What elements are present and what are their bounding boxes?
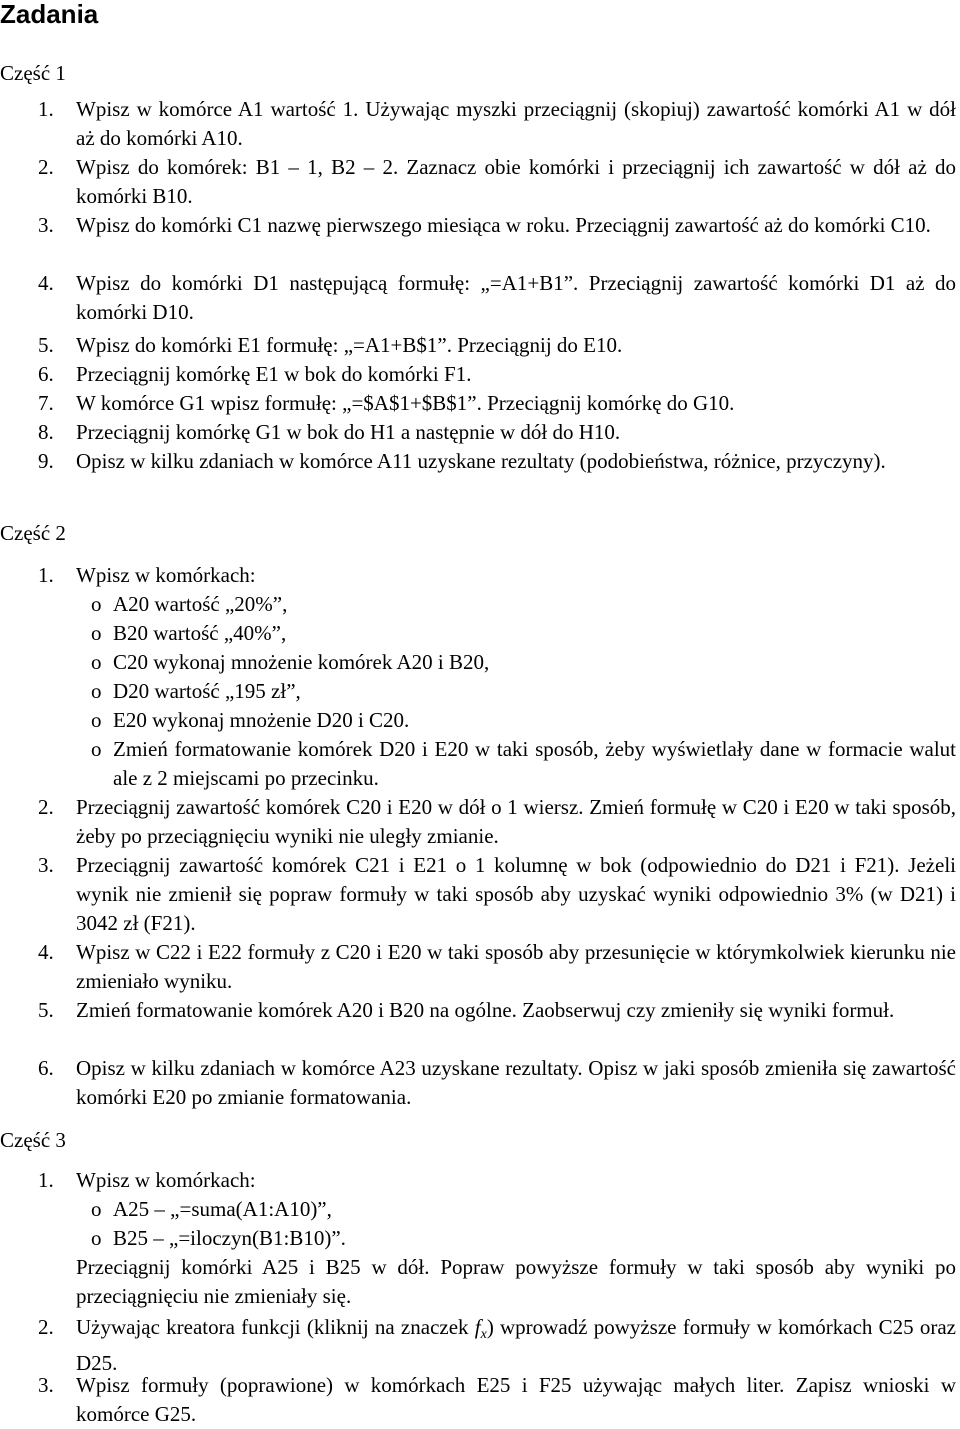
item-number: 4. <box>38 271 54 295</box>
item-text-end: ) wprowadź powyższe formuły w komórkach C25 oraz D25. <box>76 1315 956 1375</box>
bullet: o <box>91 621 102 645</box>
item-text <box>76 1313 956 1378</box>
sub-item-text: B20 wartość „40%”, <box>113 621 287 645</box>
item-text: Wpisz w komórkach: <box>76 1168 256 1192</box>
item-text: W komórce G1 wpisz formułę: „=$A$1+$B$1”. Przeciągnij komórkę do G10. <box>76 391 735 415</box>
part-1-heading: Część 1 <box>0 61 66 85</box>
item-number: 4. <box>38 940 54 964</box>
item-continuation: Przeciągnij komórki A25 i B25 w dół. Popraw powyższe formuły w taki sposób aby wyniki po przeciągnięciu nie zmieniały się. <box>76 1255 956 1308</box>
list-item <box>38 389 956 418</box>
item-text: Opisz w kilku zdaniach w komórce A11 uzyskane rezultaty (podobieństwa, różnice, przyczyny). <box>76 449 886 473</box>
bullet: o <box>91 737 102 761</box>
sub-list-item <box>91 735 956 793</box>
item-number: 7. <box>38 391 54 415</box>
item-text: Wpisz formuły (poprawione) w komórkach E25 i F25 używając małych liter. Zapisz wnioski w komórce G25. <box>76 1373 956 1426</box>
item-text: Wpisz w komórce A1 wartość 1. Używając myszki przeciągnij (skopiuj) zawartość komórki A1 w dół aż do komórki A10. <box>76 97 956 150</box>
item-text: Wpisz w C22 i E22 formuły z C20 i E20 w taki sposób aby przesunięcie w którymkolwiek kierunku nie zmieniało wyniku. <box>76 940 956 993</box>
item-text: Opisz w kilku zdaniach w komórce A23 uzyskane rezultaty. Opisz w jaki sposób zmieniła się zawartość komórki E20 po zmianie formatowania. <box>76 1056 956 1109</box>
item-text: Wpisz do komórki E1 formułę: „=A1+B$1”. Przeciągnij do E10. <box>76 333 623 357</box>
bullet: o <box>91 708 102 732</box>
sub-list-item <box>91 1195 956 1224</box>
part-3-heading: Część 3 <box>0 1128 66 1152</box>
item-text: Zmień formatowanie komórek A20 i B20 na ogólne. Zaobserwuj czy zmieniły się wyniki formuł. <box>76 998 895 1022</box>
item-text: Wpisz do komórek: B1 – 1, B2 – 2. Zaznacz obie komórki i przeciągnij ich zawartość w dół aż do komórki B10. <box>76 155 956 208</box>
item-number: 6. <box>38 1056 54 1080</box>
item-number: 5. <box>38 998 54 1022</box>
item-number: 1. <box>38 97 54 121</box>
list-item <box>38 793 956 851</box>
page-title: Zadania <box>0 0 99 29</box>
list-item <box>38 447 956 476</box>
item-number: 1. <box>38 1168 54 1192</box>
sub-item-text: E20 wykonaj mnożenie D20 i C20. <box>113 708 410 732</box>
sub-list-item <box>91 648 956 677</box>
sub-list-item <box>91 590 956 619</box>
sub-item-text: A25 – „=suma(A1:A10)”, <box>113 1197 332 1221</box>
item-text: Przeciągnij komórkę E1 w bok do komórki F1. <box>76 362 472 386</box>
bullet: o <box>91 592 102 616</box>
list-item <box>38 1371 956 1429</box>
item-text: Wpisz do komórki C1 nazwę pierwszego miesiąca w roku. Przeciągnij zawartość aż do komórki C10. <box>76 213 931 237</box>
item-number: 2. <box>38 795 54 819</box>
fx-subscript: x <box>480 1327 487 1342</box>
list-item <box>38 95 956 153</box>
sub-item-text: C20 wykonaj mnożenie komórek A20 i B20, <box>113 650 490 674</box>
bullet: o <box>91 1226 102 1250</box>
item-number: 1. <box>38 563 54 587</box>
item-number: 8. <box>38 420 54 444</box>
list-item <box>38 211 956 240</box>
item-number: 9. <box>38 449 54 473</box>
bullet: o <box>91 650 102 674</box>
list-item <box>38 1166 956 1195</box>
list-item <box>38 360 956 389</box>
part-2-heading: Część 2 <box>0 521 66 545</box>
item-number: 5. <box>38 333 54 357</box>
sub-item-text: A20 wartość „20%”, <box>113 592 288 616</box>
item-text: Przeciągnij zawartość komórek C21 i E21 o 1 kolumnę w bok (odpowiednio do D21 i F21). Jeżeli wynik nie zmienił się popraw formuły w taki sposób aby uzyskać wyniki odpowiednio 3% (w D21) i 3042 zł (F21). <box>76 853 956 935</box>
list-item <box>38 418 956 447</box>
list-item <box>38 269 956 327</box>
sub-item-text: D20 wartość „195 zł”, <box>113 679 301 703</box>
item-text-start: Używając kreatora funkcji (kliknij na znaczek <box>76 1315 475 1339</box>
item-number: 3. <box>38 1373 54 1397</box>
list-item <box>38 938 956 996</box>
item-text: Wpisz w komórkach: <box>76 563 256 587</box>
bullet: o <box>91 679 102 703</box>
item-number: 3. <box>38 213 54 237</box>
sub-list-item <box>91 1224 956 1253</box>
item-number: 2. <box>38 155 54 179</box>
sub-list-item <box>91 619 956 648</box>
item-number: 6. <box>38 362 54 386</box>
bullet: o <box>91 1197 102 1221</box>
item-number: 2. <box>38 1315 54 1339</box>
item-number: 3. <box>38 853 54 877</box>
list-item <box>38 996 956 1025</box>
list-item <box>38 331 956 360</box>
sub-list-item <box>91 706 956 735</box>
item-text: Przeciągnij zawartość komórek C20 i E20 w dół o 1 wiersz. Zmień formułę w C20 i E20 w taki sposób, żeby po przeciągnięciu wyniki nie uległy zmianie. <box>76 795 956 848</box>
list-item <box>38 153 956 211</box>
sub-item-text: B25 – „=iloczyn(B1:B10)”. <box>113 1226 346 1250</box>
sub-item-text: Zmień formatowanie komórek D20 i E20 w taki sposób, żeby wyświetlały dane w formacie walut ale z 2 miejscami po przecinku. <box>113 737 956 790</box>
item-text: Wpisz do komórki D1 następującą formułę: „=A1+B1”. Przeciągnij zawartość komórki D1 aż do komórki D10. <box>76 271 956 324</box>
list-item <box>38 851 956 938</box>
fx-icon: f <box>474 1315 481 1339</box>
sub-list-item <box>91 677 956 706</box>
list-item <box>38 1054 956 1112</box>
list-item <box>38 561 956 590</box>
list-item <box>38 1313 956 1378</box>
item-text: Przeciągnij komórkę G1 w bok do H1 a następnie w dół do H10. <box>76 420 621 444</box>
